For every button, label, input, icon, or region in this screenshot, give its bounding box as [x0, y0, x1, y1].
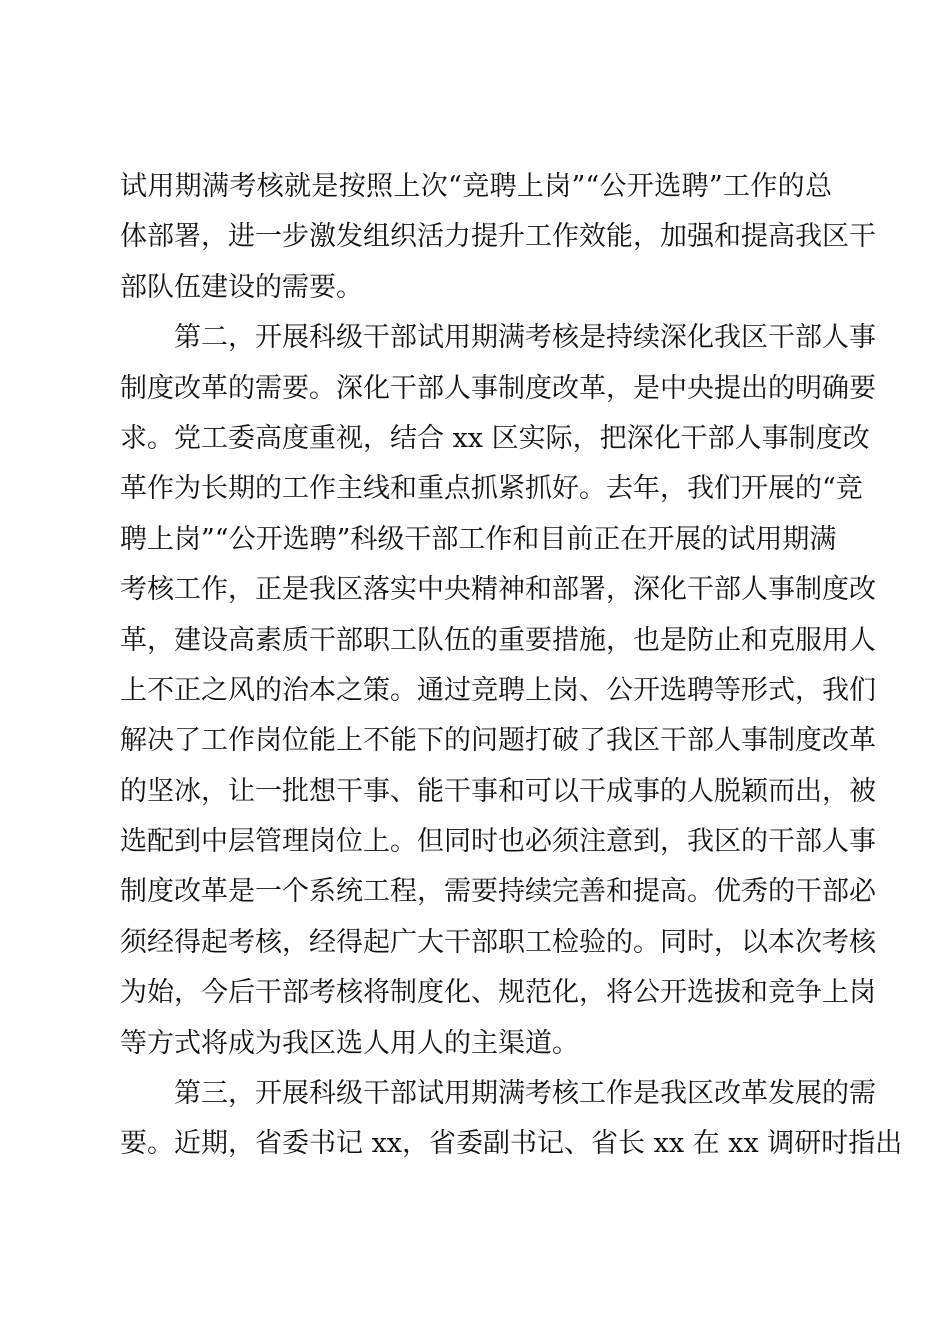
text-line: 的坚冰，让一批想干事、能干事和可以干成事的人脱颖而出，被	[120, 775, 876, 807]
document-body-text	[120, 162, 903, 1170]
text-line: 第三，开展科级干部试用期满考核工作是我区改革发展的需	[174, 1078, 876, 1110]
text-line: 求。党工委高度重视，结合 xx 区实际，把深化干部人事制度改	[120, 422, 870, 454]
text-line: 须经得起考核，经得起广大干部职工检验的。同时，以本次考核	[120, 926, 876, 958]
text-line: 为始，今后干部考核将制度化、规范化，将公开选拔和竞争上岗	[120, 977, 876, 1009]
text-line: 等方式将成为我区选人用人的主渠道。	[120, 1027, 579, 1059]
text-line: 制度改革的需要。深化干部人事制度改革，是中央提出的明确要	[120, 372, 876, 404]
text-line: 革，建设高素质干部职工队伍的重要措施，也是防止和克服用人	[120, 624, 876, 656]
text-line: 革作为长期的工作主线和重点抓紧抓好。去年，我们开展的“竞	[120, 473, 863, 505]
text-line: 部队伍建设的需要。	[120, 271, 363, 303]
text-line: 要。近期，省委书记 xx，省委副书记、省长 xx 在 xx 调研时指出	[120, 1128, 903, 1160]
text-line: 考核工作，正是我区落实中央精神和部署，深化干部人事制度改	[120, 574, 876, 606]
text-line: 体部署，进一步激发组织活力提升工作效能，加强和提高我区干	[120, 221, 876, 253]
text-line: 制度改革是一个系统工程，需要持续完善和提高。优秀的干部必	[120, 876, 876, 908]
text-line: 上不正之风的治本之策。通过竞聘上岗、公开选聘等形式，我们	[120, 674, 876, 706]
text-line: 第二，开展科级干部试用期满考核是持续深化我区干部人事	[174, 322, 876, 354]
text-line: 聘上岗”“公开选聘”科级干部工作和目前正在开展的试用期满	[120, 523, 837, 555]
text-line: 试用期满考核就是按照上次“竞聘上岗”“公开选聘”工作的总	[120, 171, 832, 202]
text-line: 选配到中层管理岗位上。但同时也必须注意到，我区的干部人事	[120, 826, 876, 858]
text-line: 解决了工作岗位能上不能下的问题打破了我区干部人事制度改革	[120, 725, 876, 757]
